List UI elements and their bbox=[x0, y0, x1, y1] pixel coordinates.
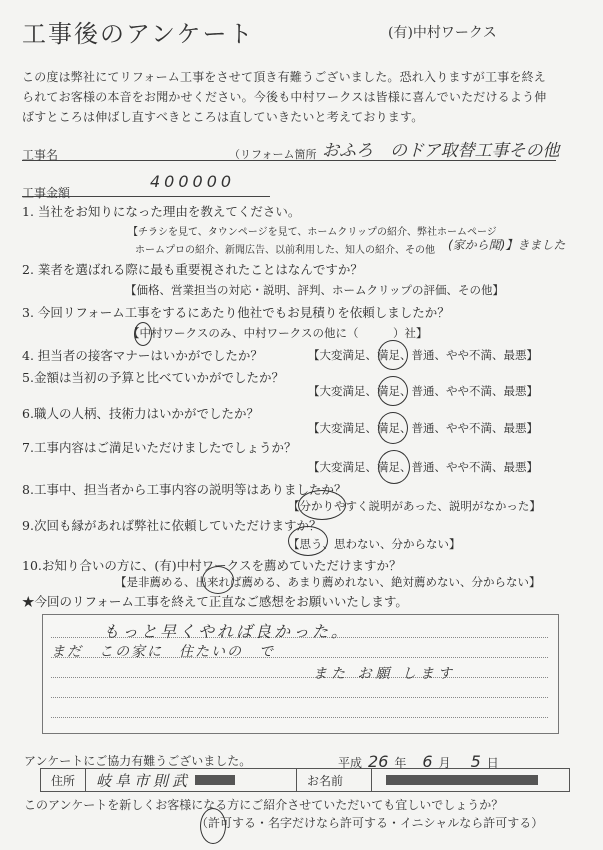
comment-line-3: また お願 します bbox=[313, 666, 456, 682]
selection-circle-q4 bbox=[378, 340, 408, 370]
question-9: 9.次回も縁があれば弊社に依頼していただけますか？ bbox=[22, 518, 322, 533]
question-4: 4. 担当者の接客マナーはいかがでしたか？ bbox=[22, 348, 263, 363]
question-1-options-line-1: 【チラシを見て、タウンページを見て、ホームクリップの紹介、弊社ホームページ bbox=[128, 227, 497, 238]
customer-info-table bbox=[40, 768, 570, 792]
selection-circle-q7 bbox=[378, 450, 410, 484]
address-value: 岐阜市則武 bbox=[96, 771, 192, 790]
selection-circle-permission bbox=[200, 808, 226, 844]
question-10: 10.お知り合いの方に、(有)中村ワークスを薦めていただけますか？ bbox=[22, 558, 402, 573]
question-9-options: 【思う、思わない、分からない】 bbox=[288, 537, 461, 551]
question-10-options: 【是非薦める、出来れば薦める、あまり薦めれない、絶対薦めない、分からない】 bbox=[115, 575, 541, 589]
selection-circle-q5 bbox=[378, 376, 408, 406]
date-month: 6 bbox=[422, 752, 433, 771]
intro-line-1: この度は弊社にてリフォーム工事をさせて頂き有難うございました。恐れ入りますが工事を終え bbox=[22, 70, 547, 84]
ruled-line bbox=[51, 717, 548, 718]
question-5: 5.金額は当初の予算と比べていかがでしたか？ bbox=[22, 370, 284, 385]
question-1-handwritten: (家から聞)】きました bbox=[448, 238, 566, 252]
comment-line-1: もっと早くやれば良かった。 bbox=[103, 622, 351, 641]
question-1-options-line-2: ホームプロの紹介、新聞広告、以前利用した、知人の紹介、その他 bbox=[135, 245, 435, 256]
comments-prompt: ★今回のリフォーム工事を終えて正直なご感想をお願いいたします。 bbox=[22, 594, 408, 609]
permission-question: このアンケートを新しくお客様になる方にご紹介させていただいても宜しいでしょうか？ bbox=[24, 798, 504, 812]
selection-circle-q3 bbox=[134, 322, 152, 346]
selection-circle-q6 bbox=[378, 412, 408, 444]
question-2: 2. 業者を選ばれる際に最も重要視されたことはなんですか？ bbox=[22, 262, 363, 277]
question-6-options: 【大変満足、満足、普通、やや不満、最悪】 bbox=[308, 421, 538, 435]
question-8-options: 【分かりやすく説明があった、説明がなかった】 bbox=[288, 499, 541, 513]
question-3-options: 【中村ワークスのみ、中村ワークスの他に（ ）社】 bbox=[128, 326, 428, 340]
selection-circle-q9 bbox=[288, 526, 328, 556]
amount-field[interactable] bbox=[22, 172, 270, 200]
survey-title: 工事後のアンケート bbox=[22, 20, 255, 48]
name-label: お名前 bbox=[297, 769, 372, 791]
question-7: 7.工事内容はご満足いただけましたでしょうか？ bbox=[22, 440, 297, 455]
name-field[interactable] bbox=[372, 769, 569, 791]
ruled-line bbox=[51, 697, 548, 698]
comment-line-2: まだ この家に 住たいの で bbox=[51, 644, 275, 660]
construction-name-field[interactable] bbox=[22, 141, 560, 162]
question-3: 3. 今回リフォーム工事をするにあたり他社でもお見積りを依頼しましたか？ bbox=[22, 305, 450, 320]
date-year: 26 bbox=[368, 752, 389, 771]
question-4-options: 【大変満足、満足、普通、やや不満、最悪】 bbox=[308, 348, 538, 362]
date-field[interactable]: 平成 26 年 6 月 5 日 bbox=[338, 752, 499, 771]
amount-label: 工事金額 bbox=[22, 186, 71, 200]
intro-line-3: ばすところは伸ばし直すべきところは直していきたいと考えております。 bbox=[22, 110, 424, 124]
construction-name-label: 工事名 bbox=[22, 148, 59, 162]
ruled-line bbox=[51, 677, 548, 678]
comments-textarea[interactable] bbox=[42, 614, 559, 734]
redacted-block bbox=[195, 775, 235, 785]
question-5-options: 【大変満足、満足、普通、やや不満、最悪】 bbox=[308, 384, 538, 398]
reform-location-value: おふろ のドア取替工事その他 bbox=[322, 141, 560, 161]
company-name: (有)中村ワークス bbox=[388, 25, 497, 41]
question-1: 1. 当社をお知りになった理由を教えてください。 bbox=[22, 204, 301, 219]
question-6: 6.職人の人柄、技術力はいかがでしたか？ bbox=[22, 406, 259, 421]
question-7-options: 【大変満足、満足、普通、やや不満、最悪】 bbox=[308, 460, 538, 474]
redacted-name bbox=[386, 775, 538, 785]
permission-options: （許可する・名字だけなら許可する・イニシャルなら許可する） bbox=[196, 816, 544, 830]
address-label: 住所 bbox=[41, 769, 86, 791]
address-field[interactable] bbox=[86, 769, 297, 791]
question-2-options: 【価格、営業担当の対応・説明、評判、ホームクリップの評価、その他】 bbox=[125, 283, 505, 297]
amount-value: 400000 bbox=[150, 172, 236, 191]
reform-location-label: （リフォーム箇所 bbox=[229, 148, 317, 161]
thanks-text: アンケートにご協力有難うございました。 bbox=[24, 754, 252, 768]
intro-line-2: られてお客様の本音をお聞かせください。今後も中村ワークスは皆様に喜んでいただけるよう伸 bbox=[22, 90, 547, 104]
date-day: 5 bbox=[470, 752, 481, 771]
selection-circle-q10 bbox=[202, 566, 234, 594]
question-8: 8.工事中、担当者から工事内容の説明等はありましたか？ bbox=[22, 482, 347, 497]
